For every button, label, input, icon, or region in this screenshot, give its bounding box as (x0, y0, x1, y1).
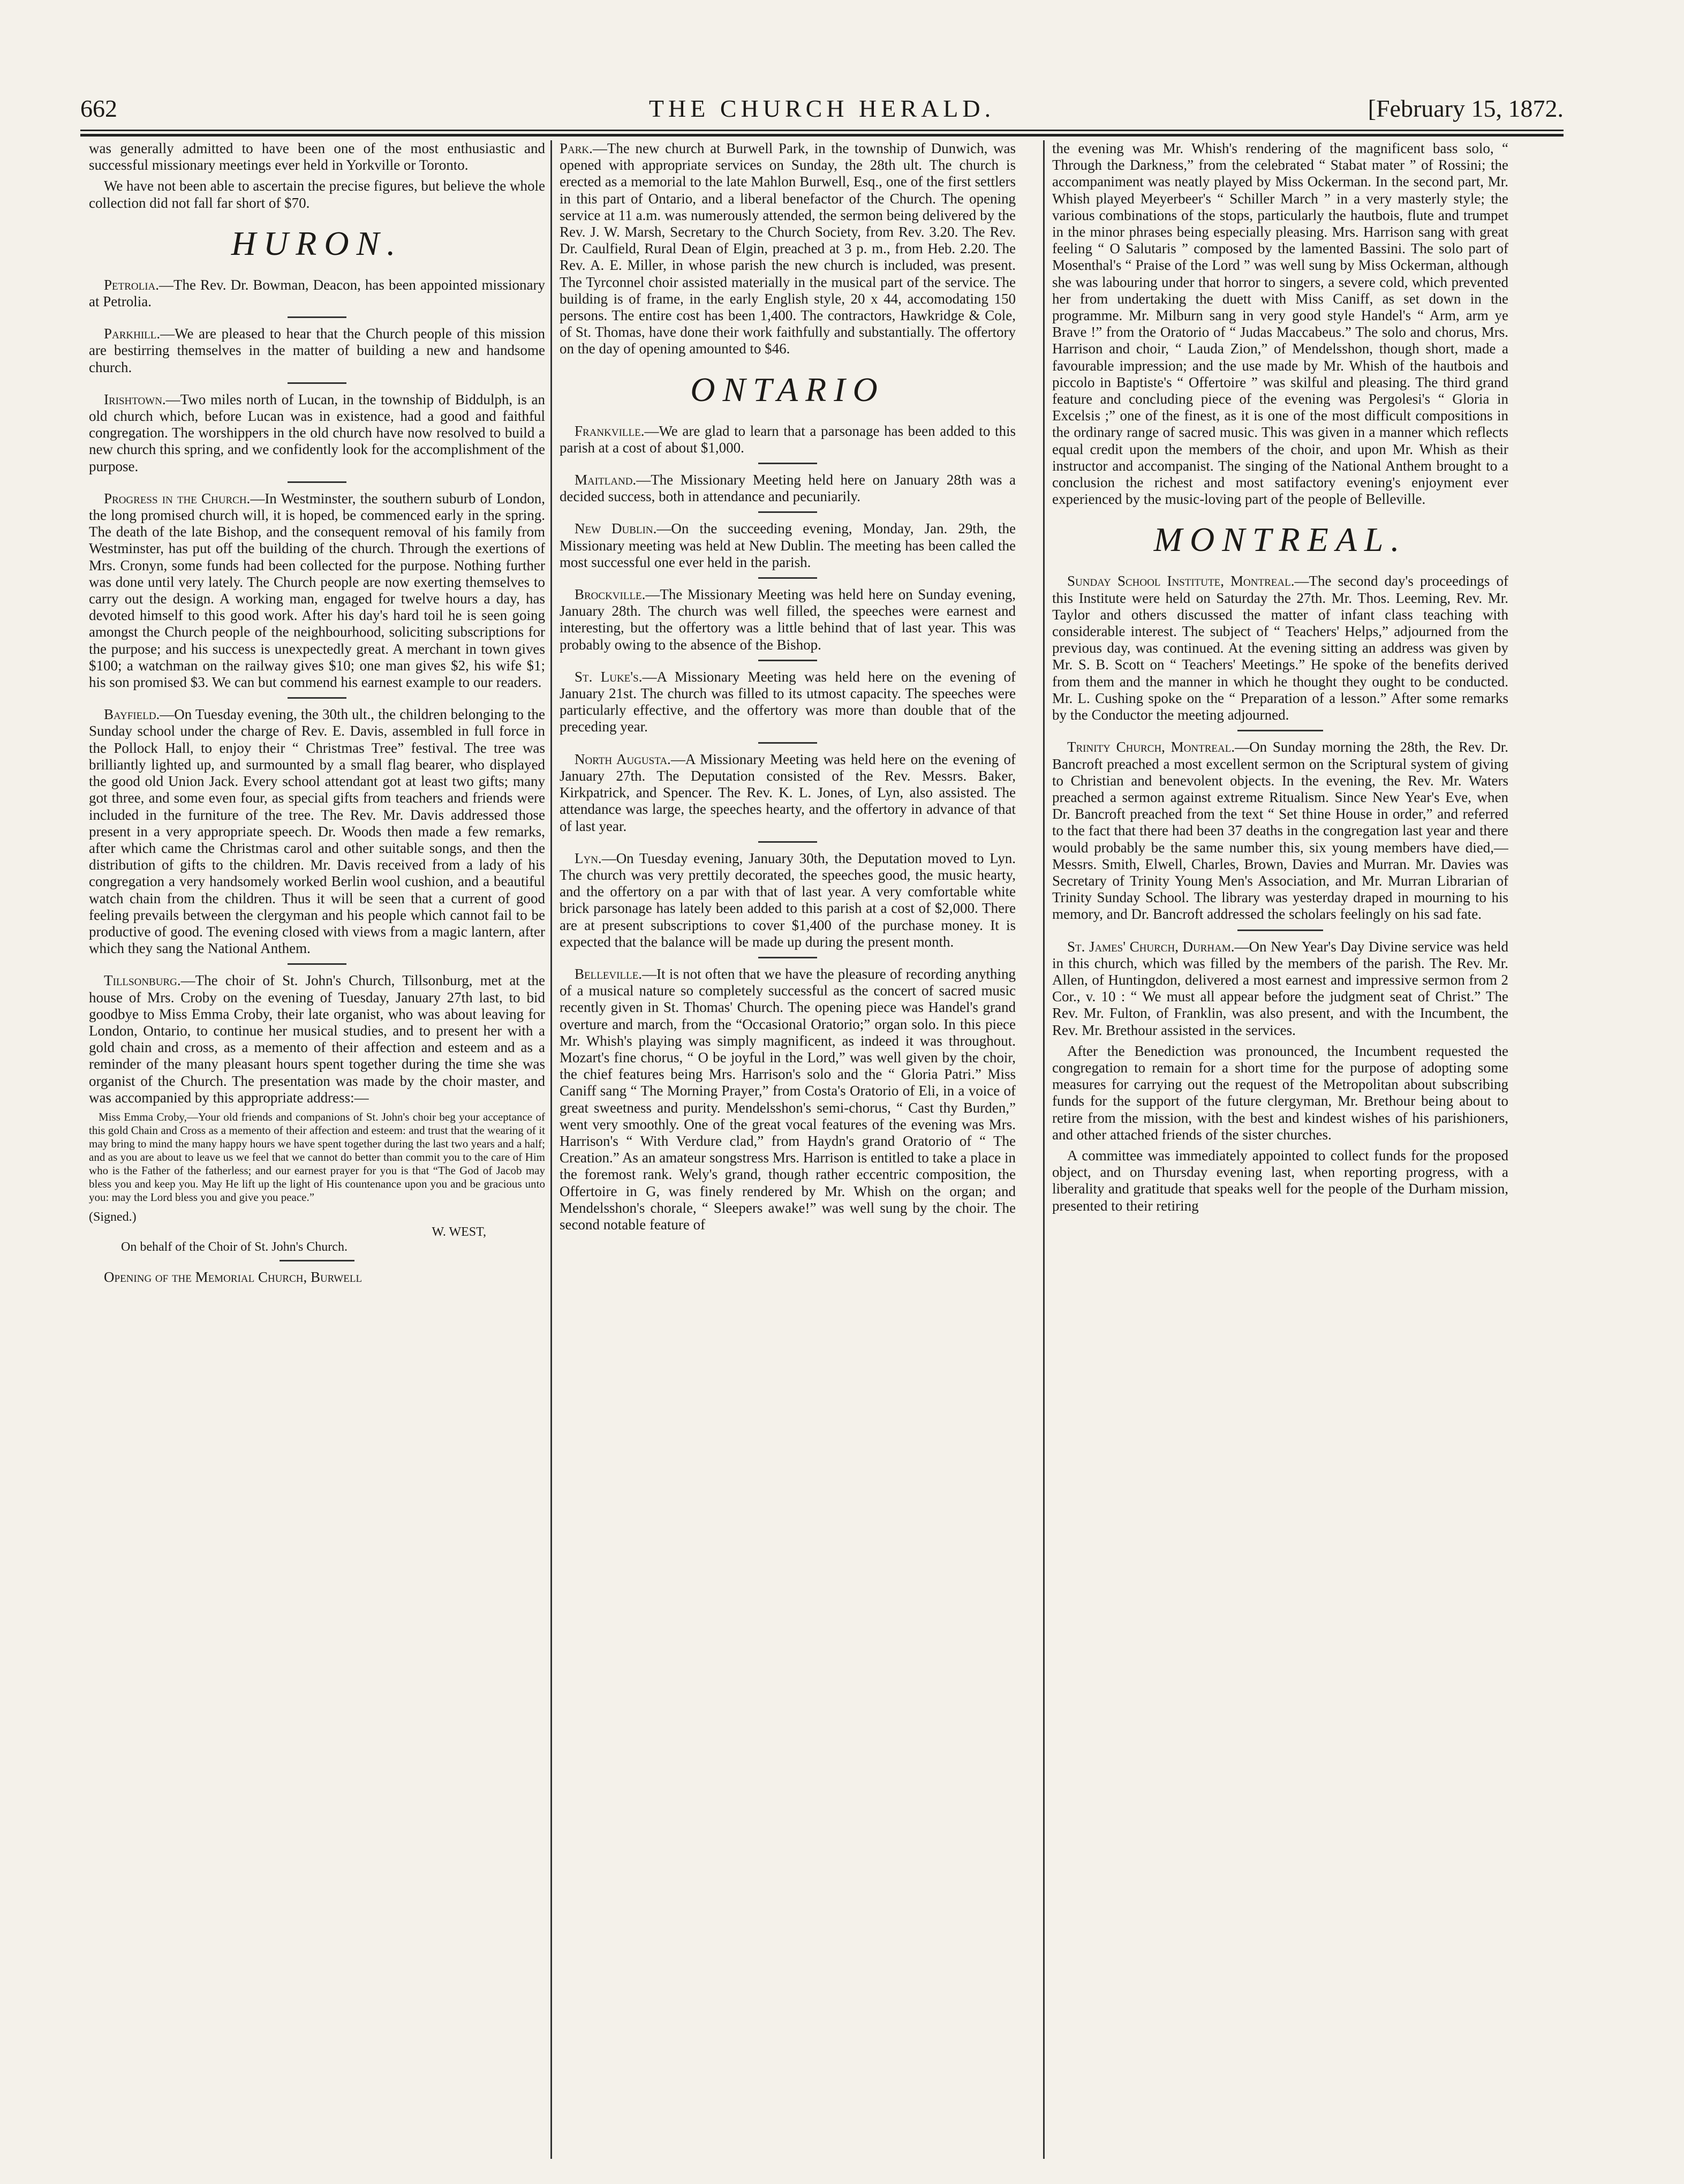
item-label: Lyn. (575, 850, 602, 866)
news-item-frankville (560, 423, 1016, 456)
header-rule (80, 130, 1564, 131)
item-separator (288, 481, 346, 483)
item-text: —On Tuesday evening, the 30th ult., the children belonging to the Sunday school under the charge of Rev. E. Davis, assembled in full force in the Pollock Hall, to enjoy their “ Christmas Tree” festival. The tree was brilliantly lighted up, and surmounted by a small flag bearer, who displayed the good old Union Jack. Every school attendant got at least two gifts; many got three, and some even four, as special gifts from teachers and friends were included in the furniture of the tree. The Rev. Mr. Davis addressed those present in a very appropriate speech. Dr. Woods then made a few remarks, after which came the Christmas carol and other suitable songs, and then the distribution of gifts to the children. Mr. Davis received from a lady of his congregation a very handsomely worked Berlin wool cushion, and a beautiful watch chain from the children. Thus it will be seen that a current of good feeling prevails between the clergyman and his people which cannot fail to be productive of good. The evening closed with views from a magic lantern, after which they sang the National Anthem. (89, 706, 545, 957)
item-text: —We are pleased to hear that the Church people of this mission are bestirring themselves in the matter of building a new and handsome church. (89, 326, 545, 375)
item-label: Irishtown. (104, 391, 166, 407)
news-item-brockville (560, 586, 1016, 653)
item-label: Park. (560, 140, 593, 156)
item-label: Frankville. (575, 422, 645, 439)
item-text: —On Sunday morning the 28th, the Rev. Dr. Bancroft preached a most excellent sermon on the Scriptural system of giving to Christian and benevolent objects. In the evening, the Rev. Mr. Waters preached a sermon against extreme Ritualism. Since New Year's Eve, when Dr. Bancroft preached from the text “ Set thine House in order,” and referred to the fact that there had been 37 deaths in the congregation last year and there would probably be the same number this, six young members have died,—Messrs. Smith, Elwell, Charles, Brown, Davies and Murran. Mr. Davies was Secretary of Trinity Young Men's Association, and Mr. Murran Librarian of Trinity Sunday School. The library was yesterday draped in mourning to his memory, and Dr. Bancroft addressed the scholars feelingly on his sad fate. (1052, 739, 1508, 923)
item-label: Brockville. (575, 586, 646, 603)
article-paragraph: A committee was immediately appointed to collect funds for the proposed object, and on Thursday evening last, when reporting progress, with a liberality and gratitude that speaks well for the people of the Durham mission, presented to their retiring (1052, 1147, 1508, 1214)
article-paragraph: was generally admitted to have been one of the most enthusiastic and successful missionary meetings ever held in Yorkville or Toronto. (89, 140, 545, 173)
item-label: Belleville. (575, 965, 643, 982)
signed-label: (Signed.) (89, 1210, 137, 1224)
item-label: Parkhill. (104, 326, 161, 342)
item-separator (280, 1260, 354, 1261)
news-item-burwell-park (560, 140, 1016, 358)
item-label: Trinity Church, Montreal. (1067, 739, 1235, 755)
item-text: —The Missionary Meeting was held here on Sunday evening, January 28th. The church was well filled, the speeches were earnest and interesting, but the offertory was a little behind that of last year. This was probably owing to the absence of the Bishop. (560, 586, 1016, 653)
news-item-north-augusta (560, 751, 1016, 835)
signed-name: W. WEST, (432, 1225, 486, 1239)
item-separator (758, 660, 817, 661)
item-text: —The Rev. Dr. Bowman, Deacon, has been appointed missionary at Petrolia. (89, 276, 545, 310)
item-text: —Two miles north of Lucan, in the township of Biddulph, is an old church which, before Lucan was in existence, had a good and faithful congregation. The worshippers in the old church have now resolved to build a new church this spring, and we confidently look for the accomplishment of the purpose. (89, 391, 545, 474)
news-item-petrolia (89, 277, 545, 310)
news-item-parkhill (89, 326, 545, 376)
column-3 (1052, 140, 1508, 2159)
news-item-opening-head: Opening of the Memorial Church, Burwell (104, 1268, 363, 1285)
item-text: —A Missionary Meeting was held here on the evening of January 21st. The church was filled to its utmost capacity. The speeches were particularly effective, and the offertory was more than double that of the preceding year. (560, 668, 1016, 735)
item-label: Bayfield. (104, 706, 160, 723)
item-label: New Dublin. (575, 520, 657, 537)
header-rule-double (80, 134, 1564, 137)
news-item-irishtown (89, 391, 545, 475)
news-item-trinity-church (1052, 739, 1508, 923)
news-item-st-lukes (560, 669, 1016, 736)
item-separator (288, 316, 346, 318)
article-paragraph: After the Benediction was pronounced, the Incumbent requested the congregation to remain for a short time for the purpose of adopting some measures for carrying out the request of the Metropolitan about subscribing funds for the support of the future clergyman, Mr. Brethour being about to retire from the mission, with the best and kindest wishes of his parishioners, and other attached friends of the sister churches. (1052, 1042, 1508, 1143)
item-separator (758, 957, 817, 958)
news-item-tillsonburg (89, 972, 545, 1106)
column-divider (1043, 140, 1045, 2159)
item-text: —It is not often that we have the pleasure of recording anything of a musical nature so completely successful as the concert of sacred music recently given in St. Thomas' Church. The opening piece was Handel's grand overture and march, from the “Occasional Oratorio;” organ solo. In this piece Mr. Whish's playing was simply magnificent, as indeed it was throughout. Mozart's fine chorus, “ O be joyful in the Lord,” was well given by the choir, the chief features being Mrs. Harrison's solo and the “ Gloria Patri.” Miss Caniff sang “ The Morning Prayer,” from Costa's Oratorio of Eli, in a voice of great sweetness and purity. Mendelsshon's semi-chorus, “ Cast thy Burden,” went very smoothly. One of the great vocal features of the evening was Mrs. Harrison's “ With Verdure clad,” from Haydn's grand Oratorio of “ The Creation.” As an amateur songstress Mrs. Harrison is entitled to take a place in the foremost rank. Wely's grand, though rather eccentric composition, the Offertoire in G, was finely rendered by Mr. Whish on the organ; and Mendelsshon's chorale, “ Sleepers awake!” was well sung by the choir. The second notable feature of (560, 965, 1016, 1233)
news-item-st-james-durham (1052, 939, 1508, 1039)
item-separator (758, 841, 817, 843)
item-label: North Augusta. (575, 751, 671, 767)
news-item-sunday-school-institute (1052, 573, 1508, 723)
item-separator (1237, 929, 1323, 931)
item-separator (288, 382, 346, 384)
item-text: —The new church at Burwell Park, in the township of Dunwich, was opened with appropriate services on Sunday, the 28th ult. The church is erected as a memorial to the late Mahlon Burwell, Esq., one of the first settlers in this part of Ontario, and a liberal benefactor of the Church. The opening service at 11 a.m. was numerously attended, the sermon being delivered by the Rev. J. W. Marsh, Secretary to the Church Society, from Rev. 3.20. The Rev. Dr. Caulfield, Rural Dean of Elgin, preached at 3 p. m., from Heb. 2.20. The Rev. A. E. Miller, in whose parish the new church is included, was present. The Tyrconnel choir assisted materially in the musical part of the service. The building is of frame, in the early English style, 20 x 44, accomodating 150 persons. The entire cost has been 1,400. The contractors, Hawkridge & Cole, of St. Thomas, have done their work faithfully and substantially. The offertory on the day of opening amounted to $46. (560, 140, 1016, 357)
masthead-title: THE CHURCH HERALD. (648, 95, 995, 122)
item-separator (758, 742, 817, 744)
item-text: —The Missionary Meeting held here on January 28th was a decided success, both in attendance and pecuniarily. (560, 472, 1016, 505)
news-item-maitland (560, 472, 1016, 505)
item-separator (1237, 730, 1323, 731)
item-text: —On the succeeding evening, Monday, Jan. 29th, the Missionary meeting was held at New Dublin. The meeting has been called the most successful one ever held in the parish. (560, 520, 1016, 570)
item-label: Tillsonburg. (104, 972, 181, 989)
item-label: Progress in the Church. (104, 490, 251, 507)
page-number: 662 (80, 95, 117, 122)
issue-date: [February 15, 1872. (1368, 95, 1564, 122)
column-2 (560, 140, 1016, 2159)
item-text: —The choir of St. John's Church, Tillsonburg, met at the house of Mrs. Croby on the evening of Tuesday, January 27th last, to bid goodbye to Miss Emma Croby, their late organist, who was about leaving for London, Ontario, to continue her musical studies, and to present her with a gold chain and cross, as a memento of their affection and esteem and as a reminder of the many pleasant hours spent together during the time she was organist of the Church. The presentation was made by the choir master, and was accompanied by this appropriate address:— (89, 972, 545, 1106)
item-label: Sunday School Institute, Montreal. (1067, 573, 1295, 590)
section-heading-montreal: MONTREAL. (1153, 520, 1407, 559)
item-label: Petrolia. (104, 276, 160, 293)
running-head (80, 94, 1564, 129)
item-separator (288, 963, 346, 965)
item-label: St. Luke's. (575, 668, 643, 685)
signed-behalf: On behalf of the Choir of St. John's Church. (121, 1240, 348, 1254)
article-paragraph: We have not been able to ascertain the precise figures, but believe the whole collection did not fall far short of $70. (89, 178, 545, 211)
item-label: Maitland. (575, 472, 637, 488)
item-text: —In Westminster, the southern suburb of London, the long promised church will, it is hoped, be commenced early in the spring. The death of the late Bishop, and the consequent removal of his family from Westminster, has put off the building of the church. Through the exertions of Mrs. Cronyn, some funds had been collected for the purpose. Nothing further was done until very lately. The Church people are now exerting themselves to carry out the design. A working man, engaged for twelve hours a day, has devoted himself to this good work. After his day's hard toil he is seen going amongst the Church people of the neighbourhood, soliciting subscriptions for the purpose; and his success is unexpectedly great. A merchant in town gives $100; a watchman on the railway gives $10; one man gives $2, his wife $1; his son promised $3. We can but commend his earnest example to our readers. (89, 490, 545, 691)
news-item-new-dublin (560, 520, 1016, 571)
column-divider (550, 140, 552, 2159)
item-text: —We are glad to learn that a parsonage has been added to this parish at a cost of about $1,000. (560, 422, 1016, 456)
item-text: —The second day's proceedings of this Institute were held on Saturday the 27th. Mr. Thos. Leeming, Rev. Mr. Taylor and others discussed the matter of infant class teaching with considerable interest. The subject of “ Teachers' Helps,” adjourned from the previous day, was continued. At the evening sitting an address was given by Mr. S. B. Scott on “ Teachers' Meetings.” He spoke of the benefits derived from them and the manner in which he thought they ought to be conducted. Mr. L. Cushing spoke on the “ Preparation of a lesson.” After some remarks by the Conductor the meeting adjourned. (1052, 573, 1508, 723)
section-heading-ontario: ONTARIO (690, 370, 885, 409)
item-text: —On Tuesday evening, January 30th, the Deputation moved to Lyn. The church was very prettily decorated, the speeches good, the music hearty, and the offertory on a par with that of last year. A very comfortable white brick parsonage has lately been added to this parish at a cost of $2,000. There are at present subscriptions to cover $1,400 of the purchase money. It is expected that the balance will be made up during the present month. (560, 850, 1016, 950)
address-text: Miss Emma Croby,—Your old friends and companions of St. John's choir beg your acceptance of this gold Chain and Cross as a memento of their affection and esteem: and trust that the wearing of it may bring to mind the many happy hours we have spent together during the last two years and a half; and as you are about to leave us we feel that we cannot do better than commit you to the care of Him who is the Father of the fatherless; and our earnest prayer for you is that “The God of Jacob may bless you and keep you. May He lift up the light of His countenance upon you and be gracious unto you: may the Lord bless you and give you peace.” (89, 1110, 545, 1204)
signature-block (89, 1210, 545, 1255)
section-heading-huron: HURON. (231, 224, 403, 262)
news-item-progress (89, 490, 545, 691)
news-item-belleville-continued: the evening was Mr. Whish's rendering of the magnificent bass solo, “ Through the Darkness,” from the celebrated “ Stabat mater ” of Rossini; the accompaniment was neatly played by Miss Ockerman. In the second part, Mr. Whish played Meyerbeer's “ Schiller March ” in a very masterly style; the various combinations of the stops, particularly the hautbois, flute and trumpet in the minor phrases being especially pleasing. Mrs. Harrison sang with great feeling “ O Salutaris ” composed by the lamented Bassini. The solo part of Mosenthal's “ Praise of the Lord ” was well sung by Miss Ockerman, although she was labouring under that horror to singers, a severe cold, which prevented her from undertaking the duett with Miss Caniff, as set down in the programme. Mr. Milburn sang in very good style Handel's “ Arm, arm ye Brave !” from the Oratorio of “ Judas Maccabeus.” The solo and chorus, Mrs. Harrison and choir, “ Lauda Zion,” of Mendelsshon, though short, made a favourable impression; and the use made by Mr. Whish of the hautbois and piccolo in Baptiste's “ Offertoire ” was skilful and pleasing. The third grand feature and concluding piece of the evening was Pergolesi's “ Gloria in Excelsis ;” one of the finest, as it is one of the most difficult compositions in the ordinary range of sacred music. This was given in a manner which reflects equal credit upon the members of the choir, and upon Mr. Whish as their instructor and accompanist. The singing of the National Anthem brought to a conclusion the richest and most satifactory evening's enjoyment ever experienced by the music-loving part of the people of Belleville. (1052, 140, 1508, 508)
item-text: —On New Year's Day Divine service was held in this church, which was filled by the members of the parish. The Rev. Mr. Allen, of Huntingdon, delivered a most earnest and impressive sermon from 2 Cor., v. 10 : “ We must all appear before the judgment seat of Christ.” The Rev. Mr. Fulton, of Franklin, was also present, and with the Incumbent, the Rev. Mr. Brethour assisted in the services. (1052, 938, 1508, 1038)
news-item-belleville (560, 966, 1016, 1233)
item-separator (758, 463, 817, 464)
item-separator (758, 511, 817, 513)
item-text: —A Missionary Meeting was held here on the evening of January 27th. The Deputation consisted of the Rev. Messrs. Baker, Kirkpatrick, and Spencer. The Rev. K. L. Jones, of Lyn, also assisted. The attendance was large, the speeches hearty, and the offertory in advance of that of last year. (560, 751, 1016, 834)
item-label: St. James' Church, Durham. (1067, 938, 1235, 955)
column-1 (89, 140, 545, 2159)
news-item-bayfield (89, 706, 545, 957)
news-item-lyn (560, 850, 1016, 950)
item-separator (288, 697, 346, 699)
item-separator (758, 577, 817, 579)
